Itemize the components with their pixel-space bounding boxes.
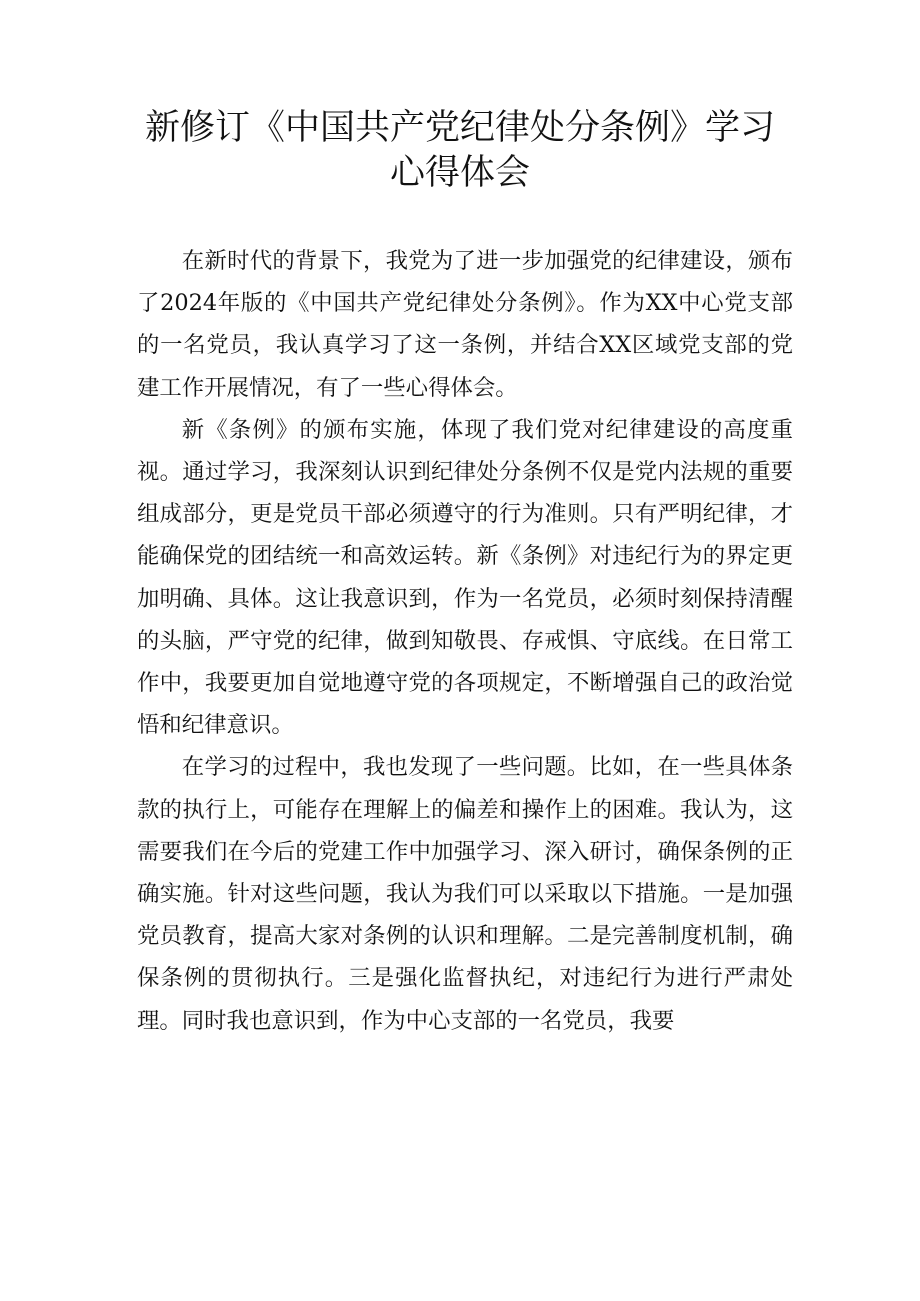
paragraph-3: 在学习的过程中，我也发现了一些问题。比如，在一些具体条款的执行上，可能存在理解上的偏差和操作上的困难。我认为，这需要我们在今后的党建工作中加强学习、深入研讨，确保条例的正确实施。针对这些问题，我认为我们可以采取以下措施。一是加强党员教育，提高大家对条例的认识和理解。二是完善制度机制，确保条例的贯彻执行。三是强化监督执纪，对违纪行为进行严肃处理。同时我也意识到，作为中心支部的一名党员，我要 (137, 754, 793, 1034)
document-title-line-1: 新修订《中国共产党纪律处分条例》学习 (144, 108, 775, 148)
paragraph-2: 新《条例》的颁布实施，体现了我们党对纪律建设的高度重视。通过学习，我深刻认识到纪律处分条例不仅是党内法规的重要组成部分，更是党员干部必须遵守的行为准则。只有严明纪律，才能确保党的团结统一和高效运转。新《条例》对违纪行为的界定更加明确、具体。这让我意识到，作为一名党员，必须时刻保持清醒的头脑，严守党的纪律，做到知敬畏、存戒惧、守底线。在日常工作中，我要更加自觉地遵守党的各项规定，不断增强自己的政治觉悟和纪律意识。 (137, 416, 793, 739)
paragraph-1: 在新时代的背景下，我党为了进一步加强党的纪律建设，颁布了2024年版的《中国共产党纪律处分条例》。作为XX中心党支部的一名党员，我认真学习了这一条例，并结合XX区域党支部的党建工作开展情况，有了一些心得体会。 (137, 248, 793, 401)
document-body (137, 240, 793, 1042)
document-title-line-2: 心得体会 (389, 153, 530, 193)
